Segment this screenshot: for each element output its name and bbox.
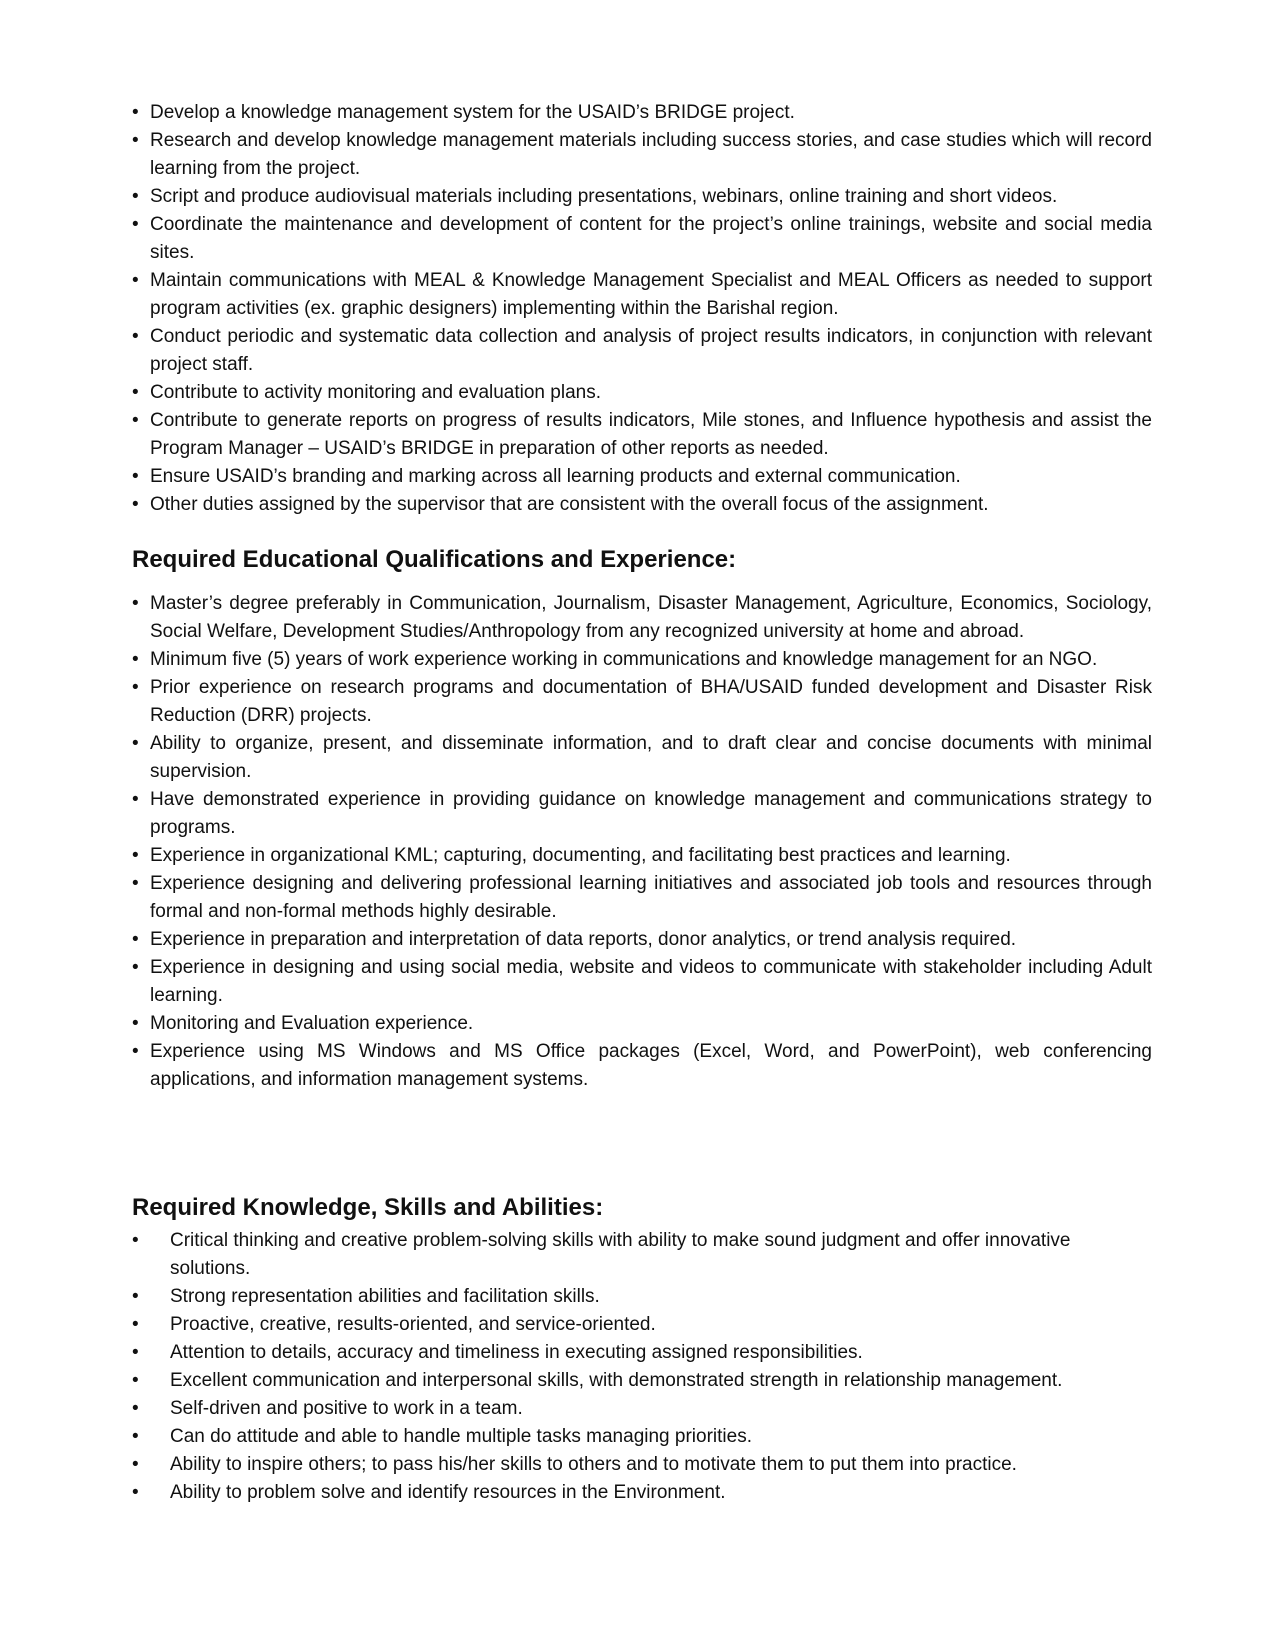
list-item: • Coordinate the maintenance and development of content for the project’s online trainings, website and social media sites. xyxy=(132,211,1152,267)
bullet-icon: • xyxy=(132,1482,139,1503)
list-item: • Strong representation abilities and facilitation skills. xyxy=(132,1283,1130,1311)
bullet-icon: • xyxy=(132,270,139,291)
bullet-icon: • xyxy=(132,957,139,978)
list-item: • Contribute to activity monitoring and evaluation plans. xyxy=(132,379,1152,407)
bullet-icon: • xyxy=(132,733,139,754)
qualifications-heading: Required Educational Qualifications and Experience: xyxy=(132,546,737,573)
bullet-icon: • xyxy=(132,789,139,810)
list-item: • Ensure USAID’s branding and marking across all learning products and external communication. xyxy=(132,463,1152,491)
bullet-icon: • xyxy=(132,102,139,123)
list-item: • Experience designing and delivering professional learning initiatives and associated job tools and resources through formal and non-formal methods highly desirable. xyxy=(132,870,1152,926)
bullet-icon: • xyxy=(132,873,139,894)
bullet-icon: • xyxy=(132,1230,139,1251)
bullet-icon: • xyxy=(132,494,139,515)
qualifications-list xyxy=(132,590,1152,1094)
list-item: • Have demonstrated experience in providing guidance on knowledge management and communications strategy to programs. xyxy=(132,786,1152,842)
bullet-icon: • xyxy=(132,410,139,431)
bullet-icon: • xyxy=(132,593,139,614)
list-item: • Minimum five (5) years of work experience working in communications and knowledge management for an NGO. xyxy=(132,646,1152,674)
bullet-icon: • xyxy=(132,1342,139,1363)
bullet-icon: • xyxy=(132,1041,139,1062)
list-item: • Excellent communication and interpersonal skills, with demonstrated strength in relationship management. xyxy=(132,1367,1130,1395)
bullet-icon: • xyxy=(132,1370,139,1391)
bullet-icon: • xyxy=(132,130,139,151)
list-item: • Self-driven and positive to work in a team. xyxy=(132,1395,1130,1423)
skills-section xyxy=(132,1227,1152,1507)
bullet-icon: • xyxy=(132,1454,139,1475)
list-item: • Conduct periodic and systematic data collection and analysis of project results indicators, in conjunction with relevant project staff. xyxy=(132,323,1152,379)
bullet-icon: • xyxy=(132,845,139,866)
bullet-icon: • xyxy=(132,1286,139,1307)
bullet-icon: • xyxy=(132,1398,139,1419)
list-item: • Script and produce audiovisual materials including presentations, webinars, online training and short videos. xyxy=(132,183,1152,211)
list-item: • Can do attitude and able to handle multiple tasks managing priorities. xyxy=(132,1423,1130,1451)
list-item: • Experience in designing and using social media, website and videos to communicate with stakeholder including Adult learning. xyxy=(132,954,1152,1010)
list-item: • Ability to problem solve and identify resources in the Environment. xyxy=(132,1479,1130,1507)
list-item: • Proactive, creative, results-oriented, and service-oriented. xyxy=(132,1311,1130,1339)
list-item: • Experience in organizational KML; capturing, documenting, and facilitating best practices and learning. xyxy=(132,842,1152,870)
bullet-icon: • xyxy=(132,466,139,487)
responsibilities-section xyxy=(132,99,1152,519)
list-item: • Develop a knowledge management system for the USAID’s BRIDGE project. xyxy=(132,99,1152,127)
qualifications-section xyxy=(132,590,1152,1094)
bullet-icon: • xyxy=(132,1013,139,1034)
list-item: • Research and develop knowledge management materials including success stories, and case studies which will record learning from the project. xyxy=(132,127,1152,183)
list-item: • Master’s degree preferably in Communication, Journalism, Disaster Management, Agriculture, Economics, Sociology, Social Welfare, Development Studies/Anthropology from any recognized university at home and abroad. xyxy=(132,590,1152,646)
list-item: • Maintain communications with MEAL & Knowledge Management Specialist and MEAL Officers as needed to support program activities (ex. graphic designers) implementing within the Barishal region. xyxy=(132,267,1152,323)
skills-list xyxy=(132,1227,1152,1507)
list-item: • Experience using MS Windows and MS Office packages (Excel, Word, and PowerPoint), web conferencing applications, and information management systems. xyxy=(132,1038,1152,1094)
list-item: • Attention to details, accuracy and timeliness in executing assigned responsibilities. xyxy=(132,1339,1130,1367)
list-item: • Other duties assigned by the supervisor that are consistent with the overall focus of the assignment. xyxy=(132,491,1152,519)
bullet-icon: • xyxy=(132,1314,139,1335)
list-item: • Critical thinking and creative problem-solving skills with ability to make sound judgment and offer innovative solutions. xyxy=(132,1227,1130,1283)
list-item: • Prior experience on research programs and documentation of BHA/USAID funded development and Disaster Risk Reduction (DRR) projects. xyxy=(132,674,1152,730)
responsibilities-list xyxy=(132,99,1152,519)
bullet-icon: • xyxy=(132,1426,139,1447)
list-item: • Ability to organize, present, and disseminate information, and to draft clear and concise documents with minimal supervision. xyxy=(132,730,1152,786)
bullet-icon: • xyxy=(132,929,139,950)
bullet-icon: • xyxy=(132,186,139,207)
list-item: • Ability to inspire others; to pass his/her skills to others and to motivate them to put them into practice. xyxy=(132,1451,1130,1479)
bullet-icon: • xyxy=(132,326,139,347)
bullet-icon: • xyxy=(132,649,139,670)
bullet-icon: • xyxy=(132,382,139,403)
list-item: • Experience in preparation and interpretation of data reports, donor analytics, or trend analysis required. xyxy=(132,926,1152,954)
bullet-icon: • xyxy=(132,677,139,698)
list-item: • Contribute to generate reports on progress of results indicators, Mile stones, and Influence hypothesis and assist the Program Manager – USAID’s BRIDGE in preparation of other reports as needed. xyxy=(132,407,1152,463)
skills-heading: Required Knowledge, Skills and Abilities: xyxy=(132,1194,604,1221)
list-item: • Monitoring and Evaluation experience. xyxy=(132,1010,1152,1038)
bullet-icon: • xyxy=(132,214,139,235)
